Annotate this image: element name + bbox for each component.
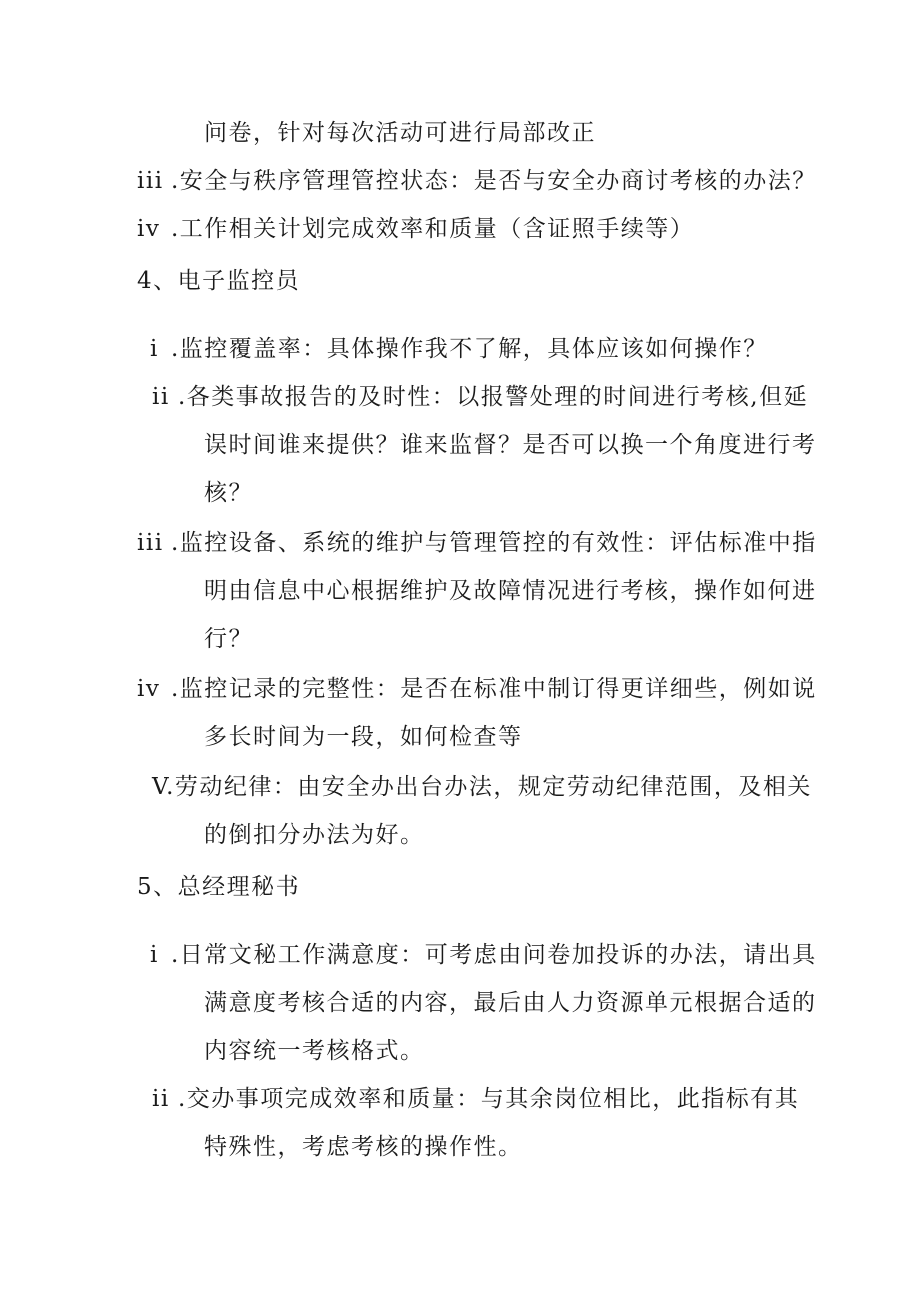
line-text: .日常文秘工作满意度：可考虑由问卷加投诉的办法，请出具 <box>171 942 817 968</box>
list-marker: iv <box>137 216 161 242</box>
line-text: 多长时间为一段，如何检查等 <box>204 724 523 750</box>
list-marker: ii <box>152 1086 170 1112</box>
text-line <box>204 820 425 850</box>
line-text: .监控覆盖率：具体操作我不了解，具体应该如何操作？ <box>171 336 768 362</box>
section-heading <box>137 872 300 902</box>
list-marker: iii <box>137 168 164 194</box>
list-item <box>152 382 808 412</box>
text-line <box>204 988 817 1018</box>
text-line <box>204 118 596 148</box>
line-text: .监控设备、系统的维护与管理管控的有效性：评估标准中指 <box>171 530 817 556</box>
line-text: 核？ <box>204 480 253 506</box>
heading-text: 4、电子监控员 <box>137 268 301 294</box>
list-item <box>150 940 817 970</box>
list-item <box>152 772 812 802</box>
list-marker: iii <box>137 530 164 556</box>
list-item <box>152 1084 799 1114</box>
list-item <box>137 674 817 704</box>
list-marker: ii <box>152 384 170 410</box>
text-line <box>204 478 253 508</box>
list-item <box>150 334 768 364</box>
line-text: 问卷，针对每次活动可进行局部改正 <box>204 120 596 146</box>
text-line <box>204 624 253 654</box>
line-text: 误时间谁来提供？谁来监督？是否可以换一个角度进行考 <box>204 432 817 458</box>
line-text: .工作相关计划完成效率和质量（含证照手续等） <box>171 216 695 242</box>
text-line <box>204 430 817 460</box>
line-text: 特殊性，考虑考核的操作性。 <box>204 1134 523 1160</box>
list-item <box>137 166 817 196</box>
line-text: .各类事故报告的及时性：以报警处理的时间进行考核,但延 <box>178 384 809 410</box>
line-text: 内容统一考核格式。 <box>204 1038 425 1064</box>
line-text: .监控记录的完整性：是否在标准中制订得更详细些，例如说 <box>171 676 817 702</box>
list-item <box>137 528 817 558</box>
heading-text: 5、总经理秘书 <box>137 874 301 900</box>
text-line <box>204 576 817 606</box>
text-line <box>204 1036 425 1066</box>
text-line <box>204 722 523 752</box>
text-line <box>204 1132 523 1162</box>
line-text: 满意度考核合适的内容，最后由人力资源单元根据合适的 <box>204 990 817 1016</box>
list-marker: i <box>150 942 159 968</box>
list-marker: iv <box>137 676 161 702</box>
line-text: V.劳动纪律：由安全办出台办法，规定劳动纪律范围，及相关 <box>152 774 812 800</box>
line-text: .安全与秩序管理管控状态：是否与安全办商讨考核的办法？ <box>171 168 817 194</box>
line-text: 的倒扣分办法为好。 <box>204 822 425 848</box>
list-marker: i <box>150 336 159 362</box>
line-text: .交办事项完成效率和质量：与其余岗位相比，此指标有其 <box>178 1086 800 1112</box>
line-text: 行？ <box>204 626 253 652</box>
line-text: 明由信息中心根据维护及故障情况进行考核，操作如何进 <box>204 578 817 604</box>
section-heading <box>137 266 300 296</box>
list-item <box>137 214 694 244</box>
